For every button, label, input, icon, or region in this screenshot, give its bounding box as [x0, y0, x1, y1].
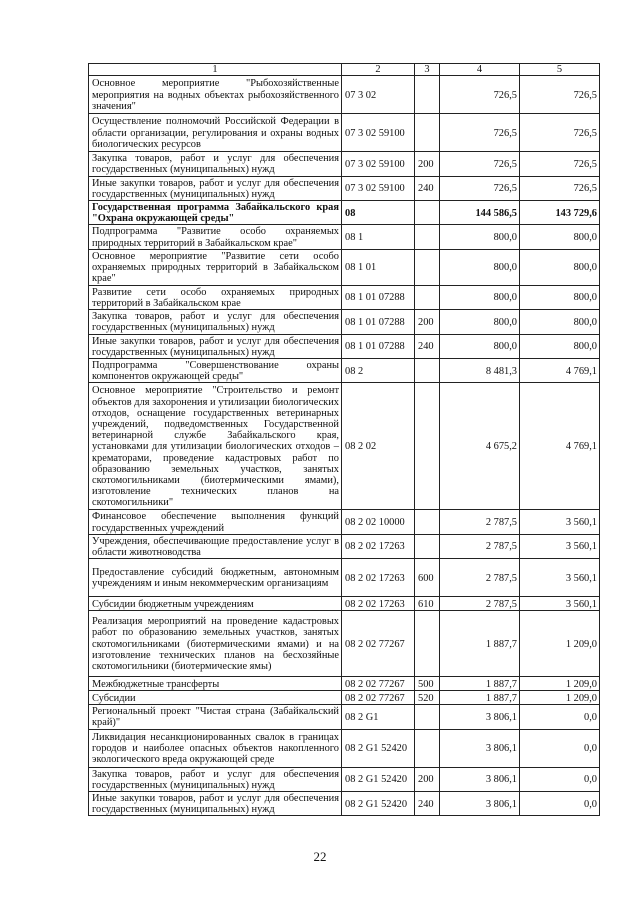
row-name: Межбюджетные трансферты — [89, 677, 342, 691]
row-amount-2020: 2 787,5 — [440, 510, 520, 534]
row-amount-2021: 1 209,0 — [520, 677, 600, 691]
row-expense-type — [415, 76, 440, 114]
row-code: 08 2 02 17263 — [342, 559, 415, 597]
row-expense-type — [415, 510, 440, 534]
row-amount-2020: 726,5 — [440, 152, 520, 176]
row-amount-2020: 726,5 — [440, 76, 520, 114]
row-expense-type — [415, 201, 440, 225]
row-name: Основное мероприятие "Рыбохозяйственные мероприятия на водных объектах рыбохозяйственного значения" — [89, 76, 342, 114]
row-amount-2021: 0,0 — [520, 729, 600, 767]
row-expense-type — [415, 114, 440, 152]
row-name: Основное мероприятие "Строительство и ремонт объектов для захоронения и утилизации биологических отходов, оснащение государственных ветеринарных учреждений, подведомственных Государственной ветеринарной службе Забайкальского края, установками для утилизации биологических отходов – крематорами, проведение кадастровых работ по образованию земельных участков, занятых скотомогильниками (биотермическими ямами), изготовление технических планов на скотомогильники" — [89, 383, 342, 510]
row-amount-2020: 800,0 — [440, 225, 520, 249]
row-amount-2021: 726,5 — [520, 176, 600, 200]
table-row — [89, 677, 600, 691]
row-amount-2021: 4 769,1 — [520, 383, 600, 510]
table-header-row — [89, 64, 600, 76]
row-expense-type — [415, 249, 440, 285]
row-amount-2020: 1 887,7 — [440, 691, 520, 705]
table-row — [89, 201, 600, 225]
row-amount-2021: 800,0 — [520, 285, 600, 309]
row-amount-2020: 3 806,1 — [440, 792, 520, 816]
row-name: Финансовое обеспечение выполнения функций государственных учреждений — [89, 510, 342, 534]
table-row — [89, 691, 600, 705]
row-code: 08 2 02 10000 — [342, 510, 415, 534]
table-row — [89, 597, 600, 611]
row-code: 08 — [342, 201, 415, 225]
row-name: Подпрограмма "Развитие особо охраняемых природных территорий в Забайкальском крае" — [89, 225, 342, 249]
header-col-code: 2 — [342, 64, 415, 76]
row-expense-type: 500 — [415, 677, 440, 691]
row-name: Предоставление субсидий бюджетным, автономным учреждениям и иным некоммерческим организациям — [89, 559, 342, 597]
table-row — [89, 383, 600, 510]
row-code: 08 2 02 17263 — [342, 597, 415, 611]
table-row — [89, 559, 600, 597]
table-row — [89, 611, 600, 677]
row-name: Иные закупки товаров, работ и услуг для обеспечения государственных (муниципальных) нужд — [89, 176, 342, 200]
row-amount-2020: 726,5 — [440, 114, 520, 152]
row-amount-2021: 3 560,1 — [520, 559, 600, 597]
row-code: 08 2 G1 52420 — [342, 767, 415, 791]
row-amount-2020: 3 806,1 — [440, 767, 520, 791]
row-amount-2021: 800,0 — [520, 225, 600, 249]
row-amount-2021: 726,5 — [520, 114, 600, 152]
row-expense-type — [415, 534, 440, 558]
row-amount-2020: 800,0 — [440, 334, 520, 358]
row-amount-2020: 800,0 — [440, 249, 520, 285]
row-amount-2021: 4 769,1 — [520, 359, 600, 383]
row-amount-2021: 0,0 — [520, 792, 600, 816]
row-name: Государственная программа Забайкальского края "Охрана окружающей среды" — [89, 201, 342, 225]
row-expense-type: 200 — [415, 767, 440, 791]
row-code: 08 2 G1 — [342, 705, 415, 729]
row-name: Основное мероприятие "Развитие сети особо охраняемых природных территорий в Забайкальском крае" — [89, 249, 342, 285]
row-expense-type — [415, 359, 440, 383]
row-name: Закупка товаров, работ и услуг для обеспечения государственных (муниципальных) нужд — [89, 310, 342, 334]
header-col-2020: 4 — [440, 64, 520, 76]
row-amount-2021: 3 560,1 — [520, 510, 600, 534]
row-expense-type: 200 — [415, 310, 440, 334]
row-amount-2020: 1 887,7 — [440, 677, 520, 691]
row-code: 07 3 02 — [342, 76, 415, 114]
row-amount-2021: 800,0 — [520, 249, 600, 285]
table-row — [89, 729, 600, 767]
row-amount-2021: 3 560,1 — [520, 534, 600, 558]
row-name: Развитие сети особо охраняемых природных территорий в Забайкальском крае — [89, 285, 342, 309]
row-code: 08 2 02 17263 — [342, 534, 415, 558]
row-amount-2020: 800,0 — [440, 285, 520, 309]
table-row — [89, 334, 600, 358]
row-expense-type: 520 — [415, 691, 440, 705]
row-amount-2020: 8 481,3 — [440, 359, 520, 383]
row-code: 08 2 02 77267 — [342, 691, 415, 705]
page-number: 22 — [313, 849, 327, 864]
row-expense-type: 600 — [415, 559, 440, 597]
row-amount-2021: 800,0 — [520, 334, 600, 358]
row-code: 08 1 01 07288 — [342, 285, 415, 309]
row-name: Закупка товаров, работ и услуг для обеспечения государственных (муниципальных) нужд — [89, 152, 342, 176]
table-body — [89, 76, 600, 816]
row-amount-2021: 800,0 — [520, 310, 600, 334]
row-amount-2021: 726,5 — [520, 76, 600, 114]
row-amount-2020: 2 787,5 — [440, 559, 520, 597]
header-col-name: 1 — [89, 64, 342, 76]
row-amount-2020: 1 887,7 — [440, 611, 520, 677]
row-amount-2020: 726,5 — [440, 176, 520, 200]
row-code: 07 3 02 59100 — [342, 176, 415, 200]
row-name: Подпрограмма "Совершенствование охраны компонентов окружающей среды" — [89, 359, 342, 383]
row-name: Реализация мероприятий на проведение кадастровых работ по образованию земельных участков, занятых скотомогильниками (биотермическими ямами) и на изготовление технических планов на бесхозяйные скотомогильники (биотермические ямы) — [89, 611, 342, 677]
table-row — [89, 705, 600, 729]
row-code: 08 2 — [342, 359, 415, 383]
row-amount-2020: 3 806,1 — [440, 729, 520, 767]
row-expense-type: 200 — [415, 152, 440, 176]
row-amount-2020: 3 806,1 — [440, 705, 520, 729]
table-row — [89, 249, 600, 285]
row-expense-type: 240 — [415, 176, 440, 200]
row-name: Закупка товаров, работ и услуг для обеспечения государственных (муниципальных) нужд — [89, 767, 342, 791]
row-code: 08 2 G1 52420 — [342, 792, 415, 816]
row-expense-type — [415, 729, 440, 767]
row-name: Субсидии — [89, 691, 342, 705]
row-amount-2021: 1 209,0 — [520, 611, 600, 677]
table-row — [89, 767, 600, 791]
table-row — [89, 510, 600, 534]
row-name: Иные закупки товаров, работ и услуг для обеспечения государственных (муниципальных) нужд — [89, 334, 342, 358]
row-amount-2020: 2 787,5 — [440, 597, 520, 611]
table-row — [89, 792, 600, 816]
row-expense-type: 240 — [415, 792, 440, 816]
row-amount-2021: 0,0 — [520, 705, 600, 729]
table-row — [89, 310, 600, 334]
row-name: Ликвидация несанкционированных свалок в границах городов и наиболее опасных объектов накопленного экологического вреда окружающей среде — [89, 729, 342, 767]
table-row — [89, 114, 600, 152]
table-row — [89, 76, 600, 114]
row-code: 08 2 02 — [342, 383, 415, 510]
table-row — [89, 534, 600, 558]
row-amount-2020: 4 675,2 — [440, 383, 520, 510]
row-code: 07 3 02 59100 — [342, 152, 415, 176]
table-row — [89, 152, 600, 176]
row-code: 08 1 01 07288 — [342, 334, 415, 358]
row-expense-type: 610 — [415, 597, 440, 611]
row-amount-2020: 800,0 — [440, 310, 520, 334]
row-name: Иные закупки товаров, работ и услуг для обеспечения государственных (муниципальных) нужд — [89, 792, 342, 816]
row-amount-2020: 144 586,5 — [440, 201, 520, 225]
row-code: 07 3 02 59100 — [342, 114, 415, 152]
budget-table — [88, 63, 600, 816]
row-code: 08 1 — [342, 225, 415, 249]
row-amount-2021: 143 729,6 — [520, 201, 600, 225]
row-expense-type: 240 — [415, 334, 440, 358]
row-name: Субсидии бюджетным учреждениям — [89, 597, 342, 611]
table-row — [89, 359, 600, 383]
row-amount-2020: 2 787,5 — [440, 534, 520, 558]
row-amount-2021: 1 209,0 — [520, 691, 600, 705]
row-code: 08 2 02 77267 — [342, 677, 415, 691]
row-expense-type — [415, 611, 440, 677]
row-amount-2021: 3 560,1 — [520, 597, 600, 611]
table-row — [89, 285, 600, 309]
row-amount-2021: 0,0 — [520, 767, 600, 791]
row-code: 08 2 02 77267 — [342, 611, 415, 677]
row-name: Региональный проект "Чистая страна (Забайкальский край)" — [89, 705, 342, 729]
header-col-vr: 3 — [415, 64, 440, 76]
row-name: Учреждения, обеспечивающие предоставление услуг в области животноводства — [89, 534, 342, 558]
row-expense-type — [415, 383, 440, 510]
row-expense-type — [415, 225, 440, 249]
table-row — [89, 225, 600, 249]
row-code: 08 1 01 07288 — [342, 310, 415, 334]
row-amount-2021: 726,5 — [520, 152, 600, 176]
header-col-2021: 5 — [520, 64, 600, 76]
row-code: 08 1 01 — [342, 249, 415, 285]
row-expense-type — [415, 285, 440, 309]
row-code: 08 2 G1 52420 — [342, 729, 415, 767]
row-expense-type — [415, 705, 440, 729]
row-name: Осуществление полномочий Российской Федерации в области организации, регулирования и охраны водных биологических ресурсов — [89, 114, 342, 152]
table-row — [89, 176, 600, 200]
